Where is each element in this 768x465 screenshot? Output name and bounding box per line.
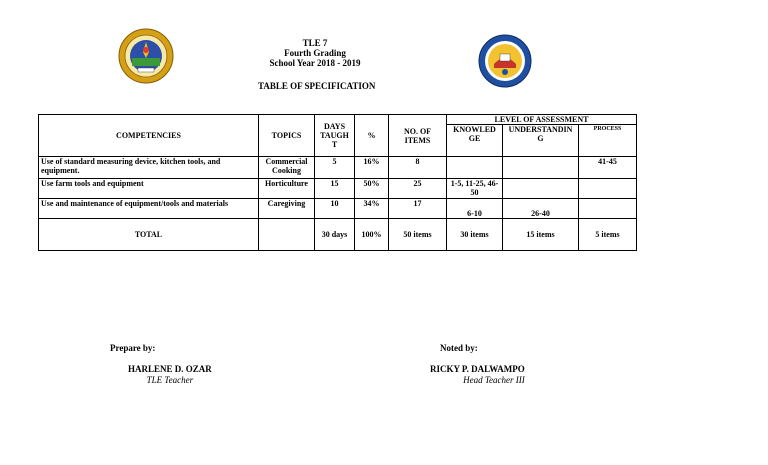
row-days: 5 (315, 157, 355, 179)
header-days: DAYS TAUGH T (315, 115, 355, 157)
row-items: 17 (389, 199, 447, 219)
row-understanding (503, 179, 579, 199)
prepared-by-name: HARLENE D. OZAR (128, 364, 212, 374)
header-items: NO. OF ITEMS (389, 115, 447, 157)
row-knowledge: 1-5, 11-25, 46-50 (447, 179, 503, 199)
row-understanding: 26-40 (503, 199, 579, 219)
header-competencies: COMPETENCIES (39, 115, 259, 157)
division-seal-logo (118, 28, 174, 84)
row-competency: Use of standard measuring device, kitchen tools, and equipment. (39, 157, 259, 179)
noted-by-block (440, 343, 478, 354)
header-knowledge: KNOWLED GE (447, 125, 503, 157)
row-items: 8 (389, 157, 447, 179)
noted-by-name: RICKY P. DALWAMPO (430, 364, 525, 374)
row-knowledge (447, 157, 503, 179)
total-label: TOTAL (39, 219, 259, 251)
header-topics: TOPICS (259, 115, 315, 157)
total-days: 30 days (315, 219, 355, 251)
row-days: 10 (315, 199, 355, 219)
prepared-by-label: Prepare by: (110, 343, 156, 353)
table-row (39, 179, 637, 199)
total-row (39, 219, 637, 251)
header-understanding: UNDERSTANDIN G (503, 125, 579, 157)
prepared-by-role: TLE Teacher (146, 375, 194, 385)
row-topic: Horticulture (259, 179, 315, 199)
total-process: 5 items (579, 219, 637, 251)
total-knowledge: 30 items (447, 219, 503, 251)
row-days: 15 (315, 179, 355, 199)
school-year: School Year 2018 - 2019 (269, 58, 361, 68)
noted-by-label: Noted by: (440, 343, 478, 353)
grading-period: Fourth Grading (284, 48, 346, 58)
specification-table (38, 114, 637, 251)
row-process: 41-45 (579, 157, 637, 179)
row-percent: 16% (355, 157, 389, 179)
prepared-by-block (110, 343, 155, 354)
school-seal-logo (478, 34, 532, 88)
table-row (39, 157, 637, 179)
row-process (579, 199, 637, 219)
row-competency: Use farm tools and equipment (39, 179, 259, 199)
row-knowledge: 6-10 (447, 199, 503, 219)
table-row (39, 199, 637, 219)
row-process (579, 179, 637, 199)
header-percent: % (355, 115, 389, 157)
prepared-by-signature (128, 364, 212, 386)
noted-by-signature (430, 364, 525, 386)
row-competency: Use and maintenance of equipment/tools and materials (39, 199, 259, 219)
total-understanding: 15 items (503, 219, 579, 251)
noted-by-role: Head Teacher III (463, 375, 525, 385)
table-title: TABLE OF SPECIFICATION (258, 81, 376, 91)
total-percent: 100% (355, 219, 389, 251)
total-items: 50 items (389, 219, 447, 251)
header-level-of-assessment: LEVEL OF ASSESSMENT (447, 115, 637, 125)
subject-title: TLE 7 (302, 38, 328, 48)
row-topic: Caregiving (259, 199, 315, 219)
row-items: 25 (389, 179, 447, 199)
document-header (230, 38, 400, 68)
total-topic (259, 219, 315, 251)
row-topic: Commercial Cooking (259, 157, 315, 179)
row-percent: 34% (355, 199, 389, 219)
row-understanding (503, 157, 579, 179)
row-percent: 50% (355, 179, 389, 199)
header-process: PROCESS (579, 125, 637, 157)
